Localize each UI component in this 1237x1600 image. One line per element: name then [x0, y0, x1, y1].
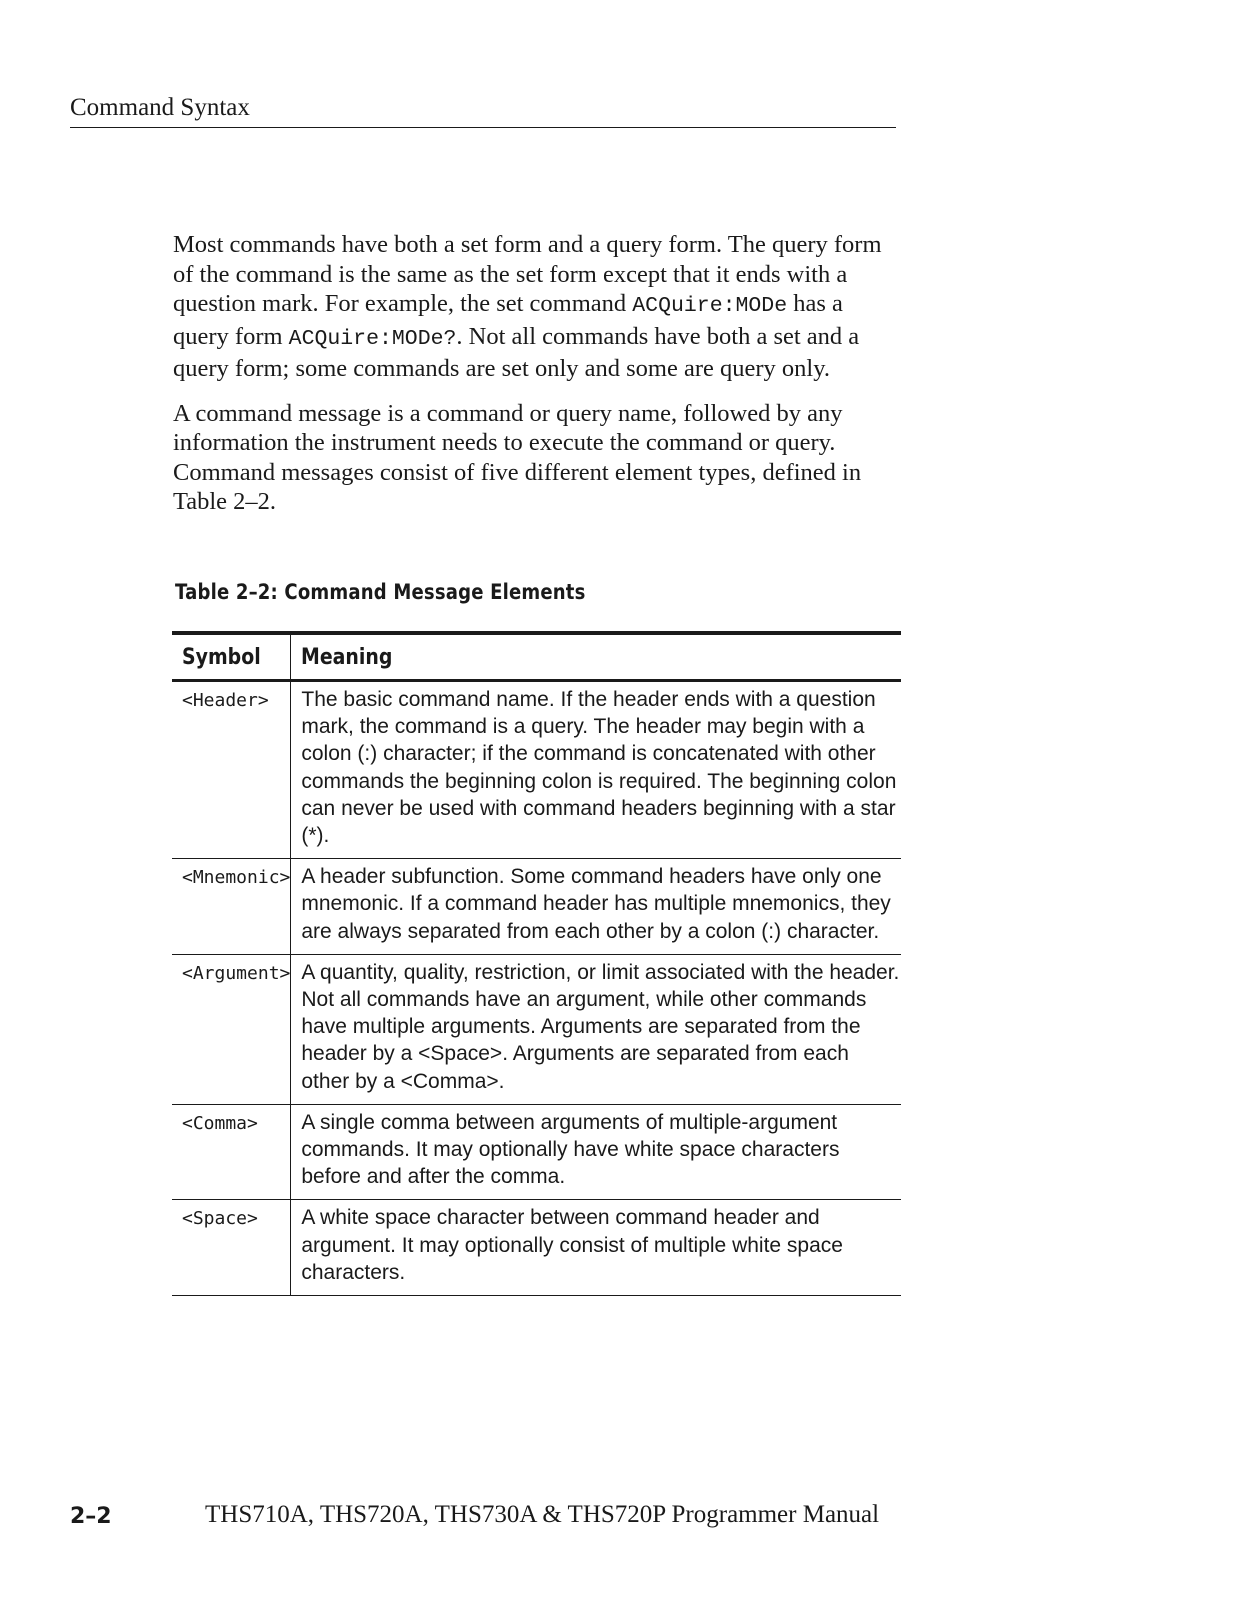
code-query-command: ACQuire:MODe? [288, 326, 457, 351]
table-row [172, 1200, 901, 1296]
column-header-symbol: Symbol [172, 633, 291, 681]
table-row [172, 954, 901, 1104]
paragraph-set-query-forms [173, 230, 893, 384]
table-row [172, 859, 901, 955]
body-text [173, 230, 893, 532]
meaning-cell: A quantity, quality, restriction, or limit associated with the header. Not all commands have an argument, while other commands have multiple arguments. Arguments are separated from the header by a <Space>. Arguments are separated from each other by a <Comma>. [291, 954, 902, 1104]
symbol-cell: <Mnemonic> [172, 859, 291, 955]
code-set-command: ACQuire:MODe [632, 294, 788, 318]
paragraph-command-message: A command message is a command or query name, followed by any information the instrument needs to execute the command or query. Command messages consist of five different element types, defined in Table 2–2. [173, 399, 862, 515]
manual-title: THS710A, THS720A, THS730A & THS720P Programmer Manual [205, 1501, 880, 1528]
meaning-cell: The basic command name. If the header ends with a question mark, the command is a query. The header may begin with a colon (:) character; if the command is concatenated with other commands the beginning colon is required. The beginning colon can never be used with command headers beginning with a star (*). [291, 681, 902, 859]
table-row [172, 1104, 901, 1200]
symbol-cell: <Comma> [172, 1104, 291, 1200]
symbol-cell: <Header> [172, 681, 291, 859]
meaning-cell: A white space character between command header and argument. It may optionally consist of multiple white space characters. [291, 1200, 902, 1296]
page-number: 2–2 [70, 1504, 112, 1529]
column-header-meaning: Meaning [291, 633, 902, 681]
paragraph-text: Most commands have both a set form and a query form. The query form of the command is the same as the set form except that it ends with a question mark. For example, the set command [173, 231, 882, 317]
command-message-elements-table [172, 631, 901, 1296]
meaning-cell: A header subfunction. Some command headers have only one mnemonic. If a command header has multiple mnemonics, they are always separated from each other by a colon (:) character. [291, 859, 902, 955]
table-caption: Table 2–2: Command Message Elements [175, 580, 586, 604]
table-header-row [172, 633, 901, 681]
symbol-cell: <Space> [172, 1200, 291, 1296]
table-row [172, 681, 901, 859]
meaning-cell: A single comma between arguments of multiple-argument commands. It may optionally have white space characters before and after the comma. [291, 1104, 902, 1200]
symbol-cell: <Argument> [172, 954, 291, 1104]
paragraph-text: has a query form [173, 290, 843, 350]
running-head: Command Syntax [70, 93, 896, 128]
paragraph-text: . Not all commands have both a set and a query form; some commands are set only and some are query only. [173, 322, 860, 382]
